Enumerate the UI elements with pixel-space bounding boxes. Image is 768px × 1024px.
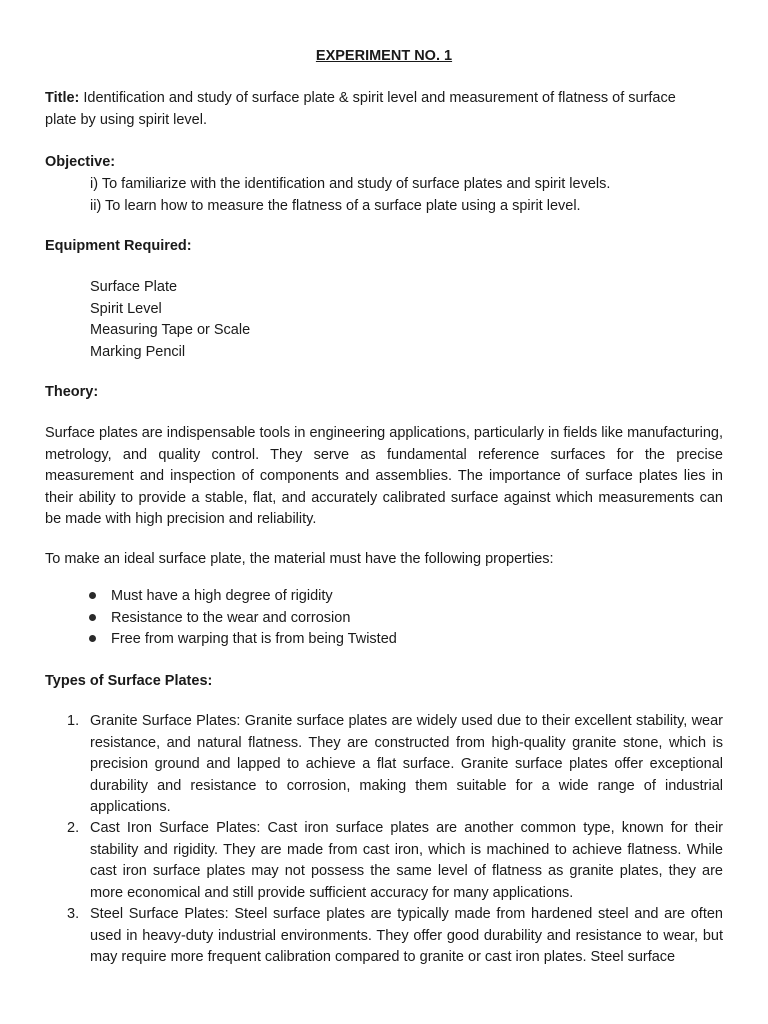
- objective-item-2: ii) To learn how to measure the flatness of a surface plate using a spirit level.: [90, 198, 581, 214]
- type-item-text: Steel Surface Plates: Steel surface plates are typically made from hardened steel and are often used in heavy-duty industrial environments. They offer good durability and resistance to wear, but may require more frequent calibration compared to granite or cast iron plates. Steel surface: [90, 906, 723, 965]
- type-item-text: Granite Surface Plates: Granite surface plates are widely used due to their excellent stability, wear resistance, and natural flatness. They are constructed from high-quality granite stone, which is precision ground and lapped to achieve a flat surface. Granite surface plates offer exceptional durability and resistance to corrosion, making them suitable for a wide range of industrial applications.: [90, 713, 723, 815]
- list-number: 3.: [67, 906, 80, 922]
- equipment-item: Surface Plate: [90, 279, 178, 295]
- theory-label: Theory:: [45, 384, 99, 400]
- theory-paragraph: Surface plates are indispensable tools in engineering applications, particularly in fields like manufacturing, metrology, and quality control. They serve as fundamental reference surfaces for the precise measurement and inspection of components and assemblies. The importance of surface plates lies in their ability to provide a stable, flat, and accurately calibrated surface against which measurements can be made with high precision and reliability.: [45, 425, 723, 527]
- equipment-item: Measuring Tape or Scale: [90, 322, 251, 338]
- title-text-2: plate by using spirit level.: [45, 112, 207, 128]
- equipment-label: Equipment Required:: [45, 238, 192, 254]
- objective-label: Objective:: [45, 154, 116, 170]
- property-item: Resistance to the wear and corrosion: [111, 610, 351, 626]
- bullet-icon: [89, 592, 96, 599]
- properties-intro: To make an ideal surface plate, the material must have the following properties:: [45, 551, 554, 567]
- objective-item-1: i) To familiarize with the identification and study of surface plates and spirit levels.: [90, 176, 611, 192]
- property-item: Must have a high degree of rigidity: [111, 588, 333, 604]
- types-label: Types of Surface Plates:: [45, 673, 213, 689]
- bullet-icon: [89, 614, 96, 621]
- list-number: 1.: [67, 713, 80, 729]
- title-label: Title:: [45, 90, 80, 106]
- bullet-icon: [89, 635, 96, 642]
- experiment-heading: EXPERIMENT NO. 1: [315, 48, 453, 64]
- property-item: Free from warping that is from being Twisted: [111, 631, 397, 647]
- list-number: 2.: [67, 820, 80, 836]
- title-line-1: [45, 88, 676, 108]
- title-text-1: Identification and study of surface plate & spirit level and measurement of flatness of surface: [79, 90, 676, 106]
- equipment-item: Spirit Level: [90, 301, 162, 317]
- equipment-item: Marking Pencil: [90, 344, 186, 360]
- type-item-text: Cast Iron Surface Plates: Cast iron surface plates are another common type, known for their stability and rigidity. They are made from cast iron, which is machined to achieve flatness. While cast iron surface plates may not possess the same level of flatness as granite plates, they are more economical and still provide sufficient accuracy for many applications.: [90, 820, 723, 901]
